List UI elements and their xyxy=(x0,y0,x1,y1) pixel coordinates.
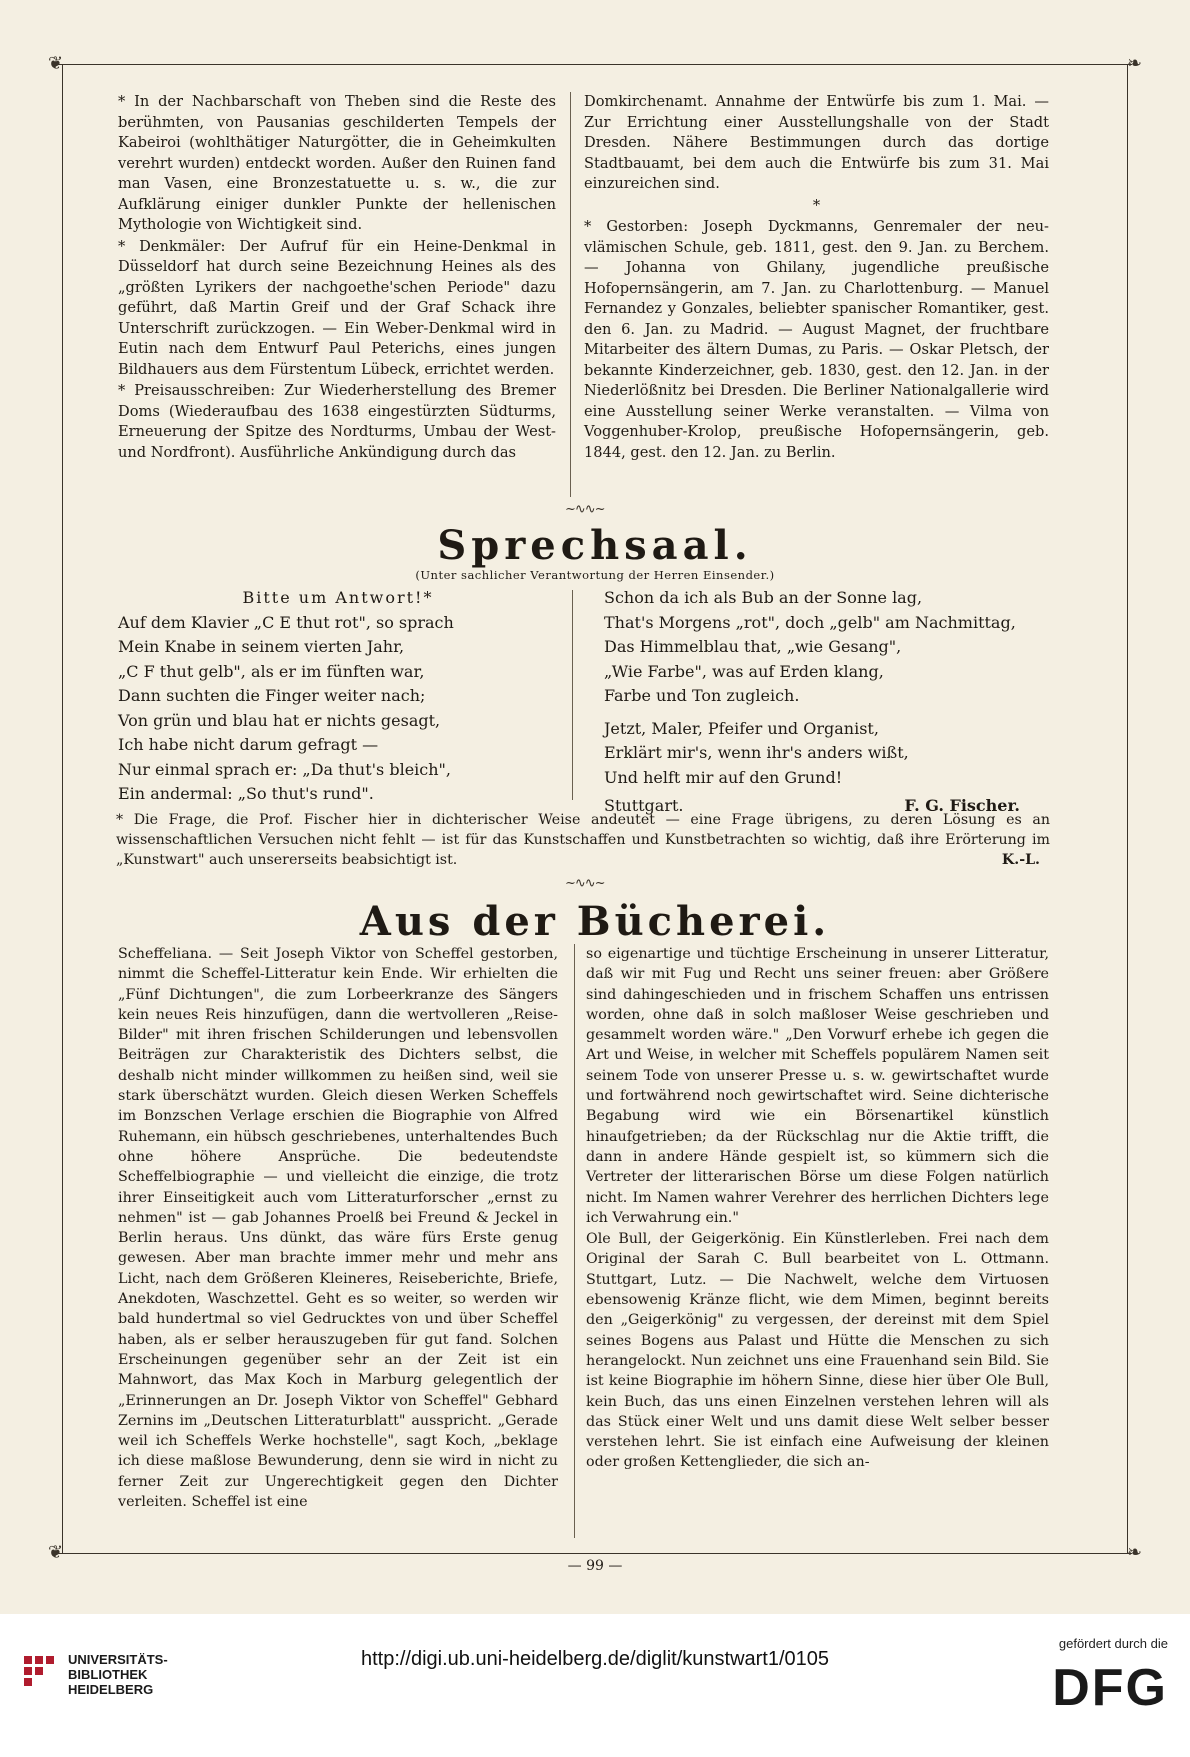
review-paragraph: so eigenartige und tüchtige Erscheinung in unserer Litteratur, daß wir mit Fug und Recht uns seiner freuen: aber Größere sind dahingeschieden und in frischem Schaffen uns entrissen worden, ohne daß in solch maßloser Weise geschrieben und gesammelt worden wäre." „Den Vorwurf erhebe ich gegen die Art und Weise, in welcher mit Scheffels populärem Namen seit seinem Tode von unserer Presse u. s. w. gewirtschaftet wurde und fortwährend noch gewirtschaftet wird. Seine dichterische Begabung wird wie ein Börsenartikel künstlich hinaufgetrieben; da der Rückschlag nur die Aktie trifft, die dann in andere Hände gespielt ist, so kümmern sich die Vertreter der litterarischen Börse um diese Folgen natürlich nicht. Im Namen wahrer Verehrer des herrlichen Dichters lege ich Verwahrung ein." xyxy=(586,946,1049,1226)
poem-line: Jetzt, Maler, Pfeifer und Organist, xyxy=(604,718,879,738)
sprechsaal-subtitle: (Unter sachlicher Verantwortung der Herren Einsender.) xyxy=(415,568,775,582)
review-paragraph: Scheffeliana. — Seit Joseph Viktor von Scheffel gestorben, nimmt die Scheffel-Litteratur kein Ende. Wir erhielten die „Fünf Dichtungen", die zum Lorbeerkranze des Sängers kein neues Reis hinzufügen, dann die wertvolleren „Reise-Bilder" mit ihren frischen Schilderungen und lebensvollen Beiträgen zur Charakteristik des Dichters selbst, die deshalb nicht minder willkommen zu heißen sind, weil sie stark überschätzt wurden. Gleich diesen Werken Scheffels im Bonzschen Verlage erschien die Biographie von Alfred Ruhemann, ein hübsch geschriebenes, unterhaltendes Buch ohne höhere Ansprüche. Die bedeutendste Scheffelbiographie — und vielleicht die einzige, die trotz ihrer Einseitigkeit auch vom Litteraturforscher „ernst zu nehmen" ist — gab Johannes Proelß bei Freund & Jeckel in Berlin heraus. Uns dünkt, das wäre fürs Erste genug gewesen. Aber man brachte immer mehr und mehr ans Licht, nach dem Größeren Kleineres, Reiseberichte, Briefe, Anekdoten, Waschzettel. Geht es so weiter, so werden wir bald hundertmal so viel Gedrucktes von und über Scheffel haben, als er selber herauszugeben für gut fand. Solchen Erscheinungen gegenüber sehr an der Zeit ist ein Mahnwort, das Max Koch in Marburg gelegentlich der „Erinnerungen an Dr. Joseph Viktor von Scheffel" Gebhard Zernins im „Deutschen Litteraturblatt" ausspricht. „Gerade weil ich Scheffels Werke hochstelle", sagt Koch, „beklage ich diese maßlose Bewunderung, denn sie wird in nicht zu ferner Zeit zur Ungerechtigkeit gegen den Dichter verleiten. Scheffel ist eine xyxy=(118,946,558,1511)
poem-title: Bitte um Antwort!* xyxy=(242,588,434,607)
news-paragraph: * Denkmäler: Der Aufruf für ein Heine-Denkmal in Düsseldorf hat durch seine Bezeichnung Heines als des „größten Lyrikers der nachgoethe'schen Periode" dazu geführt, daß Martin Greif und der Graf Schack ihre Unterschrift zurückzogen. — Ein Weber-Denkmal wird in Eutin nach dem Entwurf Paul Peterichs, eines jungen Bildhauers aus dem Fürstentum Lübeck, errichtet werden. xyxy=(118,237,556,378)
news-paragraph: * Preisausschreiben: Zur Wiederherstellung des Bremer Doms (Wiederaufbau des 1638 eingestürzten Südturms, Erneuerung der Spitze des Nordturms, Umbau der West- und Nordfront). Ausführliche Ankündigung durch das xyxy=(118,382,556,461)
digitization-footer xyxy=(0,1614,1190,1757)
poem-line: Von grün und blau hat er nichts gesagt, xyxy=(118,710,441,730)
library-name-line: BIBLIOTHEK xyxy=(68,1667,148,1682)
corner-ornament-icon: ❧ xyxy=(1126,53,1142,74)
poem-line: Auf dem Klavier „C E thut rot", so sprach xyxy=(118,612,454,632)
news-column-right xyxy=(584,92,1049,463)
poem-line: „C F thut gelb", als er im fünften war, xyxy=(118,661,425,681)
buecherei-column-right xyxy=(586,944,1049,1473)
news-paragraph: * In der Nachbarschaft von Theben sind die Reste des berühmten, von Pausanias geschilderten Tempels der Kabeiroi (wohlthätiger Naturgötter, die in Geheimkulten verehrt wurden) entdeckt worden. Außer den Ruinen fand man Vasen, eine Bronzestatuette u. s. w., die zur Aufklärung einiger dunkler Punkte der hellenischen Mythologie von Wichtigkeit sind. xyxy=(118,93,556,233)
news-paragraph: * Gestorben: Joseph Dyckmanns, Genremaler der neu-vlämischen Schule, geb. 1811, gest. den 9. Jan. zu Berchem. — Johanna von Ghilany, jugendliche preußische Hofopernsängerin, am 7. Jan. zu Charlottenburg. — Manuel Fernandez y Gonzales, beliebter spanischer Romantiker, gest. den 6. Jan. zu Madrid. — August Magnet, der fruchtbare Mitarbeiter des ältern Dumas, zu Paris. — Oskar Pletsch, der bekannte Kinderzeichner, geb. 1830, gest. den 12. Jan. in der Niederlößnitz bei Dresden. Die Berliner Nationalgallerie wird eine Ausstellung seiner Werke veranstalten. — Vilma von Voggenhuber-Krolop, preußische Hofopernsängerin, geb. 1844, gest. den 12. Jan. zu Berlin. xyxy=(584,218,1049,461)
corner-ornament-icon: ❧ xyxy=(1126,1542,1142,1563)
frame-bottom-rule xyxy=(58,1553,1132,1554)
poem-place: Stuttgart. xyxy=(604,796,684,815)
poem-line: Erklärt mir's, wenn ihr's anders wißt, xyxy=(604,743,909,762)
frame-top-rule xyxy=(58,64,1132,65)
dfg-logo: DFG xyxy=(1052,1659,1168,1717)
review-paragraph: Ole Bull, der Geigerkönig. Ein Künstlerleben. Frei nach dem Original der Sarah C. Bull bearbeitet von L. Ottmann. Stuttgart, Lutz. — Die Nachwelt, welche dem Virtuosen ebensowenig Kränze flicht, wie dem Mimen, beginnt bereits den „Geigerkönig" zu vergessen, der dereinst mit dem Spiel seines Bogens aus Palast und Hütte die Menschen zu sich herangelockt. Nun zeichnet uns eine Frauenhand sein Bild. Sie ist keine Biographie im höhern Sinne, diese hier über Ole Bull, kein Buch, das uns einen Einzelnen verstehen lehren will als das Stück einer Welt und uns damit diese Welt selber besser verstehen lehrt. Sie ist einfach eine Aufweisung der kleinen oder großen Kettenglieder, die sich an- xyxy=(586,1231,1049,1471)
buecherei-column-left xyxy=(118,944,558,1512)
footnote-text: * Die Frage, die Prof. Fischer hier in dichterischer Weise andeutet — eine Frage übrigens, zu deren Lösung es an wissenschaftlichen Versuchen nicht fehlt — ist für das Kunstschaffen und Kunstbetrachten so wichtig, daß ihre Erörterung im „Kunstwart" auch unsererseits beabsichtigt ist. xyxy=(116,812,1050,868)
poem-line: Ich habe nicht darum gefragt — xyxy=(118,735,379,754)
funded-by-caption: gefördert durch die xyxy=(1058,1636,1168,1651)
poem-line: Nur einmal sprach er: „Da thut's bleich", xyxy=(118,759,451,779)
sprechsaal-title: Sprechsaal. xyxy=(437,522,753,569)
library-name-line: HEIDELBERG xyxy=(68,1682,154,1697)
poem-left xyxy=(118,586,558,807)
frame-left-rule xyxy=(62,64,63,1554)
column-divider xyxy=(574,944,575,1538)
poem-line: Das Himmelblau that, „wie Gesang", xyxy=(604,637,902,656)
footnote xyxy=(116,810,1050,870)
poem-author: F. G. Fischer. xyxy=(904,796,1020,815)
poem-line: Mein Knabe in seinem vierten Jahr, xyxy=(118,637,405,656)
poem-line: Und helft mir auf den Grund! xyxy=(604,767,843,787)
buecherei-title: Aus der Bücherei. xyxy=(359,898,831,945)
poem-line: Dann suchten die Finger weiter nach; xyxy=(118,686,426,705)
corner-ornament-icon: ❦ xyxy=(48,53,64,74)
poem-right xyxy=(604,586,1050,819)
poem-line: „Wie Farbe", was auf Erden klang, xyxy=(604,661,884,681)
page-number: — 99 — xyxy=(567,1558,623,1574)
column-divider xyxy=(572,590,573,800)
news-paragraph: Domkirchenamt. Annahme der Entwürfe bis zum 1. Mai. — Zur Errichtung einer Ausstellungshalle von der Stadt Dresden. Nähere Bestimmungen durch das dortige Stadtbauamt, bei dem auch die Entwürfe bis zum 31. Mai einzureichen sind. xyxy=(584,93,1049,192)
news-column-left xyxy=(118,92,556,463)
poem-line: Ein andermal: „So thut's rund". xyxy=(118,784,374,803)
library-name-line: UNIVERSITÄTS- xyxy=(68,1652,168,1667)
separator-asterisk: * xyxy=(812,196,821,214)
squiggle-divider-icon: ~∿∿~ xyxy=(565,502,605,517)
poem-line: Schon da ich als Bub an der Sonne lag, xyxy=(604,588,923,607)
squiggle-divider-icon: ~∿∿~ xyxy=(565,876,605,891)
source-url-link[interactable]: http://digi.ub.uni-heidelberg.de/diglit/kunstwart1/0105 xyxy=(360,1648,830,1670)
frame-right-rule xyxy=(1127,64,1128,1554)
corner-ornament-icon: ❦ xyxy=(48,1542,64,1563)
poem-line: That's Morgens „rot", doch „gelb" am Nachmittag, xyxy=(604,612,1016,632)
column-divider xyxy=(570,92,571,497)
poem-line: Farbe und Ton zugleich. xyxy=(604,686,800,705)
footnote-signature: K.-L. xyxy=(1001,852,1040,868)
